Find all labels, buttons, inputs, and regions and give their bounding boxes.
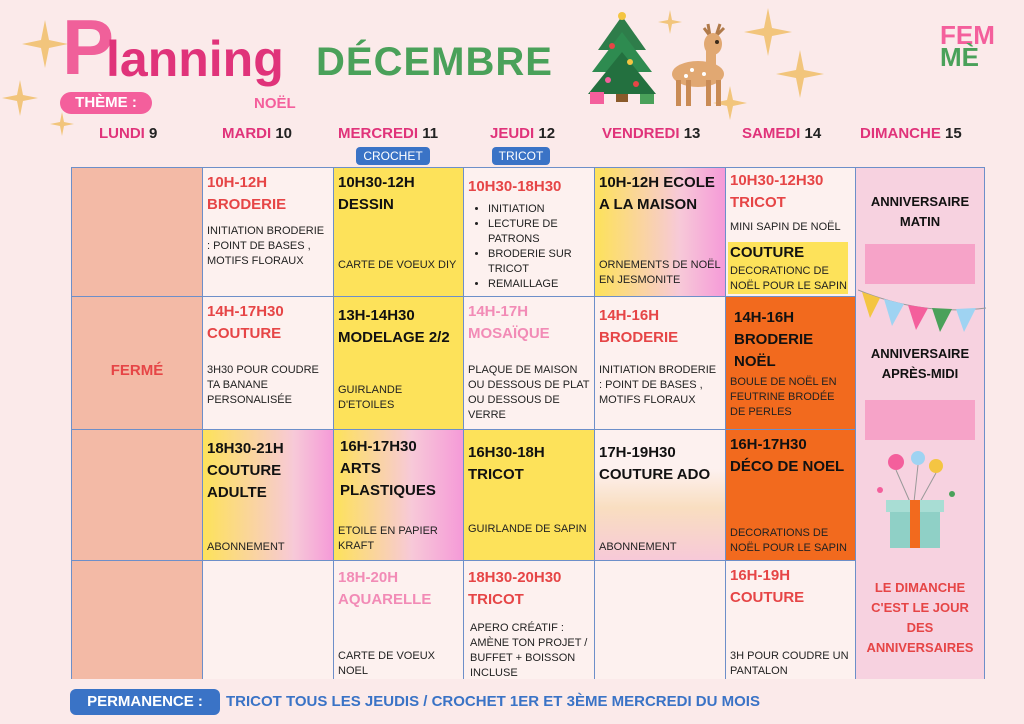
- monday-column: [72, 168, 203, 679]
- permanence-label: PERMANENCE :: [70, 689, 220, 715]
- slot-tuesday-3: 18H30-21H COUTURE ADULTE ABONNEMENT: [203, 430, 334, 561]
- reindeer-icon: [664, 22, 740, 110]
- star-icon: [776, 50, 824, 98]
- slot-friday-2: 14H-16H BRODERIE INITIATION BRODERIE : POINT DE BASES , MOTIFS FLORAUX: [595, 297, 726, 430]
- slot-friday-4: [595, 561, 726, 679]
- closed-label: FERMÉ: [110, 362, 164, 379]
- slot-tuesday-4: [203, 561, 334, 679]
- slot-thursday-4: 18H30-20H30 TRICOT APERO CRÉATIF : AMÈNE TON PROJET / BUFFET + BOISSON INCLUSE: [464, 561, 595, 679]
- theme-label: THÈME :: [60, 92, 152, 114]
- thursday-bullet-list: • INITIATION • LECTURE DE PATRONS • BRODERIE SUR TRICOT • REMAILLAGE: [468, 202, 592, 292]
- sunday-note: LE DIMANCHE C'EST LE JOUR DES ANNIVERSAIRES: [866, 580, 974, 655]
- gift-box-icon: [866, 450, 966, 550]
- schedule-grid: [71, 167, 985, 679]
- slot-wednesday-1: 10H30-12H DESSIN CARTE DE VOEUX DIY: [334, 168, 464, 297]
- logo-line2: MÈ: [940, 42, 979, 72]
- tag-crochet: CROCHET: [356, 147, 430, 165]
- bunting-decoration: [858, 286, 988, 342]
- month-title: DÉCEMBRE: [316, 40, 553, 84]
- sunday-morning-box: [865, 244, 975, 284]
- tag-tricot: TRICOT: [492, 147, 550, 165]
- title-initial: P: [62, 3, 115, 91]
- day-header-wednesday: MERCREDI 11: [338, 125, 439, 142]
- theme-value: NOËL: [254, 95, 296, 112]
- slot-friday-3: 17H-19H30 COUTURE ADO ABONNEMENT: [595, 430, 726, 561]
- slot-tuesday-2: 14H-17H30 COUTURE 3H30 POUR COUDRE TA BANANE PERSONALISÉE: [203, 297, 334, 430]
- day-header-monday: LUNDI 9: [99, 125, 158, 142]
- slot-saturday-3: 16H-17H30 DÉCO DE NOEL DECORATIONS DE NOËL POUR LE SAPIN: [726, 430, 856, 561]
- sunday-afternoon-label: ANNIVERSAIRE APRÈS-MIDI: [870, 346, 970, 381]
- slot-tuesday-1: 10H-12H BRODERIE INITIATION BRODERIE : POINT DE BASES , MOTIFS FLORAUX: [203, 168, 334, 297]
- logo: [940, 20, 995, 72]
- slot-saturday-4: 16H-19H COUTURE 3H POUR COUDRE UN PANTALON: [726, 561, 856, 679]
- slot-wednesday-4: 18H-20H AQUARELLE CARTE DE VOEUX NOEL: [334, 561, 464, 679]
- sunday-column: [856, 168, 984, 679]
- sunday-morning-label: ANNIVERSAIRE MATIN: [870, 194, 970, 229]
- day-header-friday: VENDREDI 13: [602, 125, 701, 142]
- christmas-tree-icon: [586, 10, 658, 106]
- slot-wednesday-3: 16H-17H30 ARTS PLASTIQUES ETOILE EN PAPIER KRAFT: [334, 430, 464, 561]
- page-title: lanning: [106, 31, 284, 87]
- slot-wednesday-2: 13H-14H30 MODELAGE 2/2 GUIRLANDE D'ETOILES: [334, 297, 464, 430]
- day-header-saturday: SAMEDI 14: [742, 125, 822, 142]
- day-header-sunday: DIMANCHE 15: [860, 125, 962, 142]
- slot-thursday-2: 14H-17H MOSAÏQUE PLAQUE DE MAISON OU DESSOUS DE PLAT OU DESSOUS DE VERRE: [464, 297, 595, 430]
- slot-thursday-3: 16H30-18H TRICOT GUIRLANDE DE SAPIN: [464, 430, 595, 561]
- slot-saturday-2: 14H-16H BRODERIE NOËL BOULE DE NOËL EN FEUTRINE BRODÉE DE PERLES: [726, 297, 856, 430]
- star-icon: [744, 8, 792, 56]
- sunday-afternoon-box: [865, 400, 975, 440]
- slot-saturday-1: 10H30-12H30 TRICOT MINI SAPIN DE NOËL COUTURE DECORATIONC DE NOËL POUR LE SAPIN: [726, 168, 856, 297]
- day-header-tuesday: MARDI 10: [222, 125, 293, 142]
- day-header-thursday: JEUDI 12: [490, 125, 556, 142]
- star-icon: [2, 80, 38, 116]
- permanence-text: TRICOT TOUS LES JEUDIS / CROCHET 1ER ET 3ÈME MERCREDI DU MOIS: [226, 693, 760, 710]
- star-icon: [50, 112, 74, 136]
- slot-friday-1: 10H-12H ECOLE A LA MAISON ORNEMENTS DE NOËL EN JESMONITE: [595, 168, 726, 297]
- slot-thursday-1: 10H30-18H30 • INITIATION • LECTURE DE PATRONS • BRODERIE SUR TRICOT • REMAILLAGE: [464, 168, 595, 297]
- logo-line1: FEM: [940, 20, 995, 50]
